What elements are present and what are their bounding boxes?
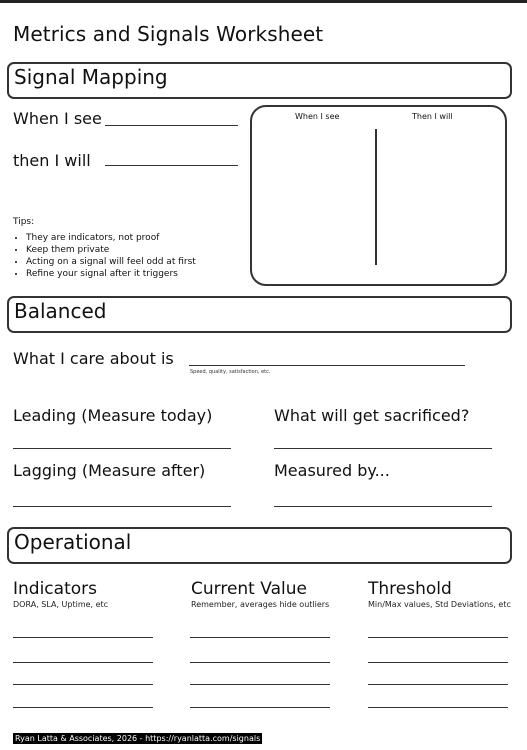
then-label: then I will — [13, 151, 91, 170]
tip-item: • Refine your signal after it triggers — [26, 268, 196, 280]
threshold-line[interactable] — [368, 707, 508, 708]
t-chart-left-label: When I see — [295, 112, 340, 121]
current-value-line[interactable] — [190, 637, 330, 638]
threshold-line[interactable] — [368, 684, 508, 685]
measured-input-line[interactable] — [274, 506, 492, 507]
column-hint-threshold: Min/Max values, Std Deviations, etc — [368, 600, 511, 609]
threshold-line[interactable] — [368, 637, 508, 638]
threshold-line[interactable] — [368, 662, 508, 663]
indicator-line[interactable] — [13, 637, 153, 638]
section-header-balanced — [7, 296, 512, 333]
current-value-line[interactable] — [190, 684, 330, 685]
footer-credit: Ryan Latta & Associates, 2026 - https://ryanlatta.com/signals — [15, 734, 261, 743]
tip-item: • Keep them private — [26, 244, 196, 256]
then-input-line[interactable] — [105, 165, 238, 166]
tips-title: Tips: — [13, 217, 35, 227]
section-title: Operational — [14, 530, 132, 554]
sacrificed-input-line[interactable] — [274, 448, 492, 449]
t-chart-right-label: Then I will — [412, 112, 453, 121]
when-label: When I see — [13, 109, 102, 128]
care-label: What I care about is — [13, 349, 174, 368]
sacrificed-label: What will get sacrificed? — [274, 406, 470, 425]
indicator-line[interactable] — [13, 662, 153, 663]
top-rule — [0, 0, 527, 3]
lagging-input-line[interactable] — [13, 506, 231, 507]
measured-label: Measured by... — [274, 461, 390, 480]
current-value-line[interactable] — [190, 662, 330, 663]
tip-item: • They are indicators, not proof — [26, 232, 196, 244]
current-value-line[interactable] — [190, 707, 330, 708]
t-chart — [250, 105, 507, 286]
t-chart-divider — [375, 129, 377, 265]
page-title: Metrics and Signals Worksheet — [13, 22, 324, 46]
care-input-line[interactable] — [189, 365, 465, 366]
column-hint-current-value: Remember, averages hide outliers — [191, 600, 330, 609]
column-hint-indicators: DORA, SLA, Uptime, etc — [13, 600, 109, 609]
column-header-indicators: Indicators — [13, 579, 97, 599]
indicator-line[interactable] — [13, 707, 153, 708]
leading-label: Leading (Measure today) — [13, 406, 213, 425]
section-header-operational — [7, 527, 512, 564]
leading-input-line[interactable] — [13, 448, 231, 449]
tips-list — [13, 232, 196, 280]
section-title: Signal Mapping — [14, 65, 168, 89]
tip-item: • Acting on a signal will feel odd at first — [26, 256, 196, 268]
column-header-threshold: Threshold — [368, 579, 452, 599]
section-title: Balanced — [14, 299, 107, 323]
indicator-line[interactable] — [13, 684, 153, 685]
when-input-line[interactable] — [105, 125, 238, 126]
lagging-label: Lagging (Measure after) — [13, 461, 206, 480]
column-header-current-value: Current Value — [191, 579, 307, 599]
section-header-signal-mapping — [7, 62, 512, 99]
care-hint: Speed, quality, satisfaction, etc. — [190, 369, 271, 375]
